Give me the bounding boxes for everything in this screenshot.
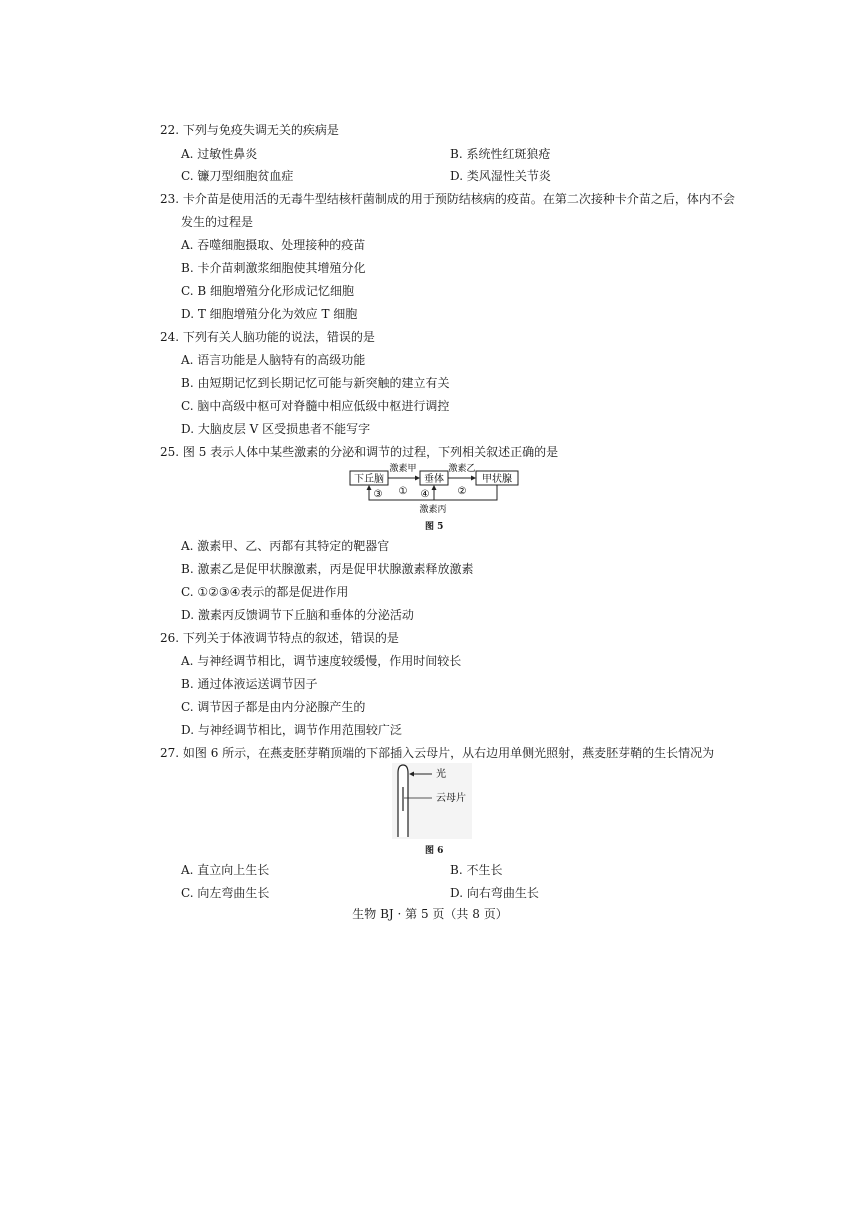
q22-stem: 22. 下列与免疫失调无关的疾病是 — [160, 123, 339, 137]
page-footer: 生物 BJ · 第 5 页（共 8 页） — [352, 907, 508, 921]
q23-stem-line1: 23. 卡介苗是使用活的无毒牛型结核杆菌制成的用于预防结核病的疫苗。在第二次接种卡介苗之后，体内不会 — [160, 192, 735, 206]
figure5-diagram — [345, 462, 525, 517]
q24-option-a: A. 语言功能是人脑特有的高级功能 — [181, 353, 366, 367]
arrowhead-hormone-a — [415, 476, 420, 481]
q26-option-a: A. 与神经调节相比，调节速度较缓慢，作用时间较长 — [181, 654, 462, 668]
mark-3: ③ — [373, 489, 383, 500]
q23-option-d: D. T 细胞增殖分化为效应 T 细胞 — [181, 307, 358, 321]
q23-stem-line2: 发生的过程是 — [181, 215, 254, 229]
q26-option-c: C. 调节因子都是由内分泌腺产生的 — [181, 700, 366, 714]
mark-1: ① — [398, 486, 408, 497]
q25-option-c: C. ①②③④表示的都是促进作用 — [181, 585, 349, 599]
pituitary-label: 垂体 — [424, 474, 444, 485]
q25-option-d: D. 激素丙反馈调节下丘脑和垂体的分泌活动 — [181, 608, 414, 622]
q27-option-d: D. 向右弯曲生长 — [450, 886, 539, 900]
thyroid-label: 甲状腺 — [482, 474, 512, 485]
q22-option-b: B. 系统性红斑狼疮 — [450, 147, 551, 161]
q24-option-c: C. 脑中高级中枢可对脊髓中相应低级中枢进行调控 — [181, 399, 450, 413]
q26-option-b: B. 通过体液运送调节因子 — [181, 677, 318, 691]
hormone-c-label: 激素丙 — [419, 505, 447, 515]
feedback-arrowhead-pituitary — [432, 485, 437, 490]
q25-stem: 25. 图 5 表示人体中某些激素的分泌和调节的过程，下列相关叙述正确的是 — [160, 445, 559, 459]
q26-stem: 26. 下列关于体液调节特点的叙述，错误的是 — [160, 631, 399, 645]
q23-option-a: A. 吞噬细胞摄取、处理接种的疫苗 — [181, 238, 366, 252]
figure5-caption: 图 5 — [425, 522, 444, 532]
mica-label: 云母片 — [436, 793, 466, 804]
q27-option-c: C. 向左弯曲生长 — [181, 886, 270, 900]
q22-option-a: A. 过敏性鼻炎 — [181, 147, 258, 161]
mark-4: ④ — [420, 489, 430, 500]
q25-option-a: A. 激素甲、乙、丙都有其特定的靶器官 — [181, 539, 390, 553]
arrowhead-hormone-b — [471, 476, 476, 481]
light-label: 光 — [436, 769, 446, 780]
q22-option-d: D. 类风湿性关节炎 — [450, 169, 551, 183]
q27-option-b: B. 不生长 — [450, 863, 503, 877]
figure6-caption: 图 6 — [425, 846, 444, 856]
mark-2: ② — [457, 486, 467, 497]
q22-option-c: C. 镰刀型细胞贫血症 — [181, 169, 294, 183]
feedback-arrowhead-hypothalamus — [367, 485, 372, 490]
q24-stem: 24. 下列有关人脑功能的说法，错误的是 — [160, 330, 375, 344]
q25-option-b: B. 激素乙是促甲状腺激素，丙是促甲状腺激素释放激素 — [181, 562, 474, 576]
q27-option-a: A. 直立向上生长 — [181, 863, 270, 877]
figure6-diagram — [392, 763, 472, 839]
q27-stem: 27. 如图 6 所示，在燕麦胚芽鞘顶端的下部插入云母片，从右边用单侧光照射，燕麦胚芽鞘的生长情况为 — [160, 746, 715, 760]
q24-option-d: D. 大脑皮层 V 区受损患者不能写字 — [181, 422, 371, 436]
hypothalamus-label: 下丘脑 — [354, 474, 384, 485]
hormone-a-label: 激素甲 — [389, 464, 417, 474]
q24-option-b: B. 由短期记忆到长期记忆可能与新突触的建立有关 — [181, 376, 450, 390]
hormone-b-label: 激素乙 — [448, 464, 476, 474]
q23-option-c: C. B 细胞增殖分化形成记忆细胞 — [181, 284, 355, 298]
q26-option-d: D. 与神经调节相比，调节作用范围较广泛 — [181, 723, 402, 737]
q23-option-b: B. 卡介苗刺激浆细胞使其增殖分化 — [181, 261, 366, 275]
